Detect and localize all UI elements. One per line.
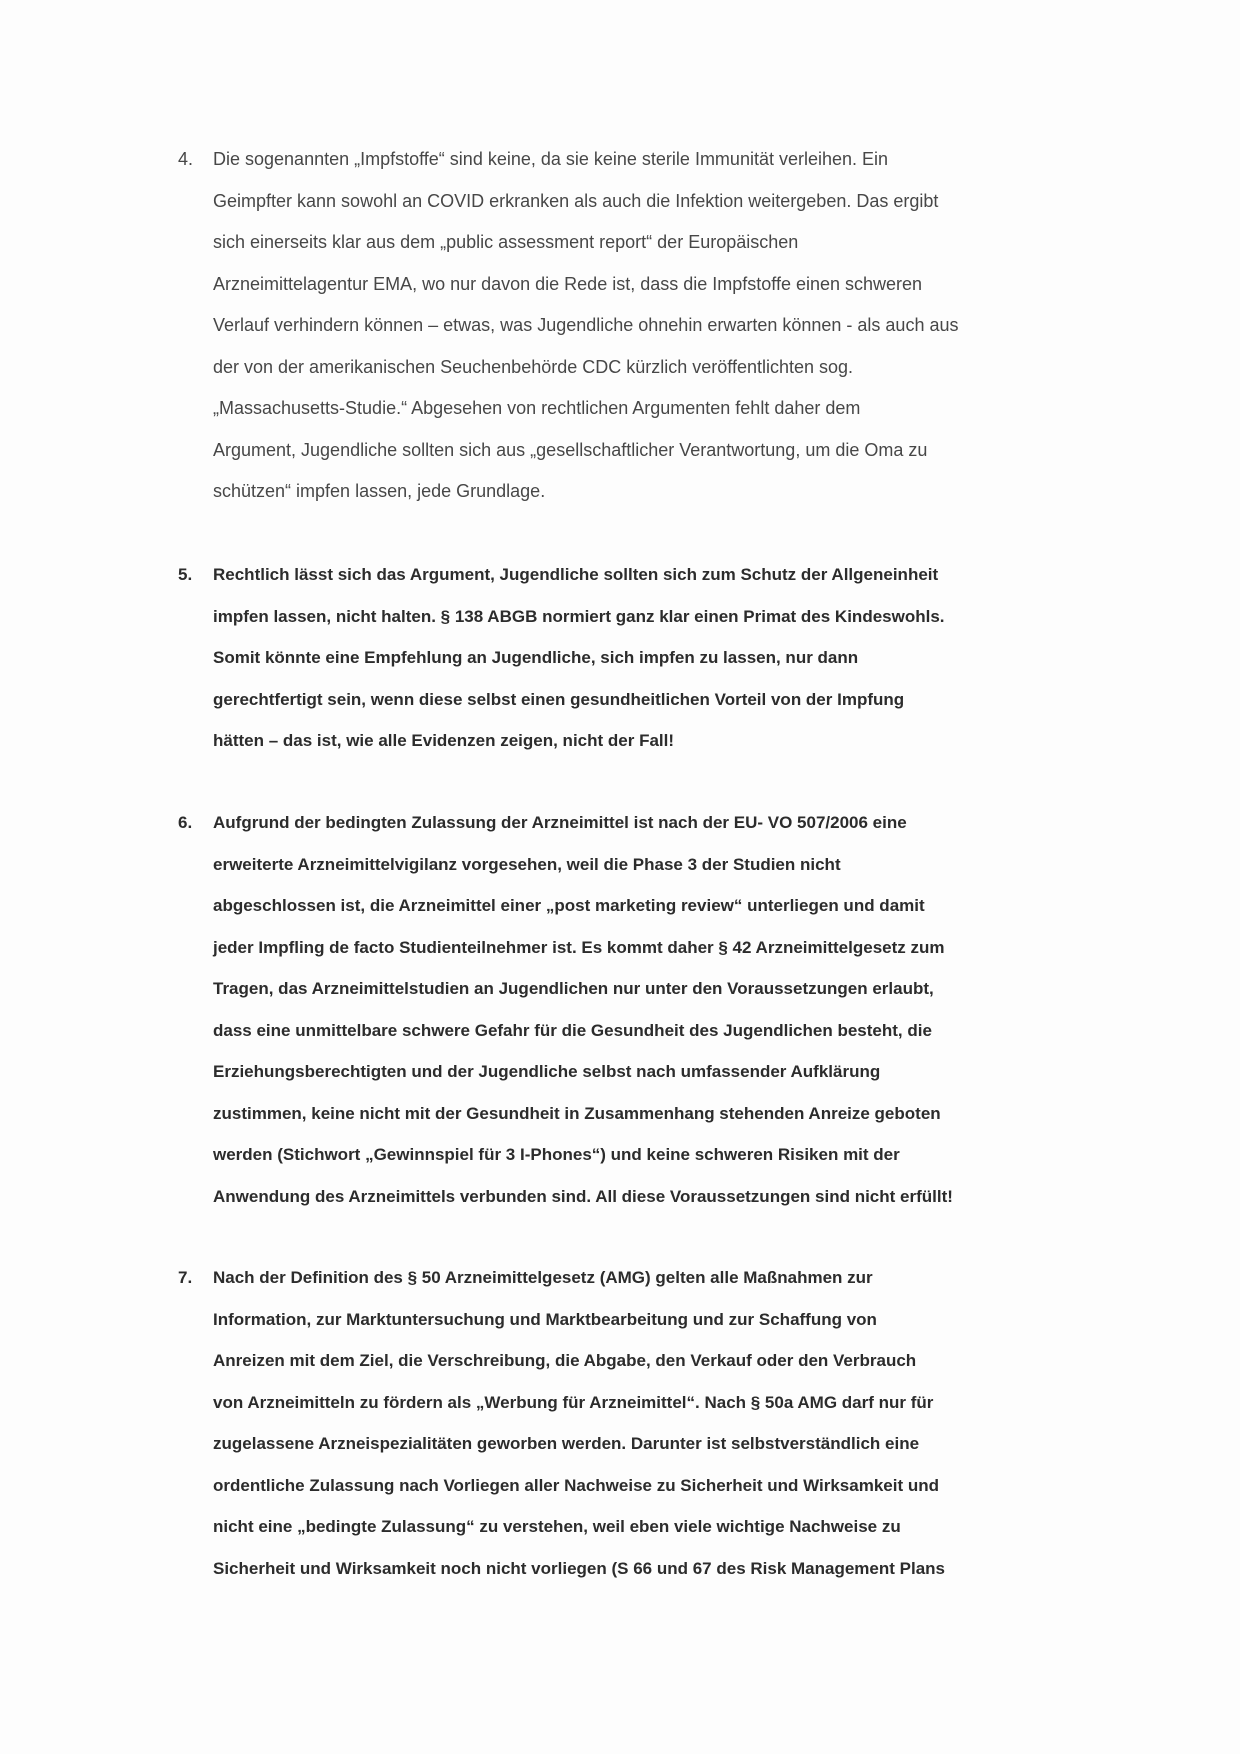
list-item-5 [178, 554, 1108, 762]
text-line: Information, zur Marktuntersuchung und Marktbearbeitung und zur Schaffung von [213, 1309, 877, 1329]
list-item-number: 6. [178, 813, 193, 832]
text-line: Somit könnte eine Empfehlung an Jugendliche, sich impfen zu lassen, nur dann [213, 648, 859, 667]
text-line: sich einerseits klar aus dem „public assessment report“ der Europäischen [213, 232, 799, 252]
text-line: werden (Stichwort „Gewinnspiel für 3 I-Phones“) und keine schweren Risiken mit der [213, 1145, 900, 1164]
text-line: Anreizen mit dem Ziel, die Verschreibung, die Abgabe, den Verkauf oder den Verbrauch [213, 1351, 917, 1370]
list-item-number: 5. [178, 565, 193, 584]
text-line: hätten – das ist, wie alle Evidenzen zeigen, nicht der Fall! [213, 731, 675, 750]
text-line: Aufgrund der bedingten Zulassung der Arzneimittel ist nach der EU- VO 507/2006 eine [213, 813, 907, 832]
text-line: zugelassene Arzneispezialitäten geworben werden. Darunter ist selbstverständlich eine [213, 1434, 920, 1453]
text-line: Anwendung des Arzneimittels verbunden sind. All diese Voraussetzungen sind nicht erfüllt! [213, 1186, 953, 1206]
text-line: Verlauf verhindern können – etwas, was Jugendliche ohnehin erwarten können - als auch aus [213, 315, 959, 335]
text-line: zustimmen, keine nicht mit der Gesundheit in Zusammenhang stehenden Anreize geboten [213, 1103, 941, 1123]
text-line: ordentliche Zulassung nach Vorliegen aller Nachweise zu Sicherheit und Wirksamkeit und [213, 1475, 939, 1495]
text-line: Erziehungsberechtigten und der Jugendliche selbst nach umfassender Aufklärung [213, 1062, 881, 1081]
text-line: Geimpfter kann sowohl an COVID erkranken als auch die Infektion weitergeben. Das ergibt [213, 190, 939, 211]
list-item-number: 7. [178, 1268, 193, 1287]
text-line: Sicherheit und Wirksamkeit noch nicht vorliegen (S 66 und 67 des Risk Management Plans [213, 1558, 945, 1578]
list-item-4 [178, 139, 1108, 513]
text-line: von Arzneimitteln zu fördern als „Werbung für Arzneimittel“. Nach § 50a AMG darf nur für [213, 1392, 934, 1412]
text-line: Argument, Jugendliche sollten sich aus „gesellschaftlicher Verantwortung, um die Oma zu [213, 439, 928, 460]
list-item-number: 4. [178, 149, 194, 169]
text-line: nicht eine „bedingte Zulassung“ zu verstehen, weil eben viele wichtige Nachweise zu [213, 1517, 901, 1536]
text-line: Die sogenannten „Impfstoffe“ sind keine, da sie keine sterile Immunität verleihen. Ein [213, 149, 889, 169]
text-line: dass eine unmittelbare schwere Gefahr für die Gesundheit des Jugendlichen besteht, die [213, 1020, 932, 1040]
text-line: erweiterte Arzneimittelvigilanz vorgesehen, weil die Phase 3 der Studien nicht [213, 854, 841, 874]
text-line: der von der amerikanischen Seuchenbehörde CDC kürzlich veröffentlichten sog. [213, 356, 854, 377]
text-line: Tragen, das Arzneimittelstudien an Jugendlichen nur unter den Voraussetzungen erlaubt, [213, 979, 934, 998]
text-line: Rechtlich lässt sich das Argument, Jugendliche sollten sich zum Schutz der Allgeneinheit [213, 565, 939, 584]
text-line: Arzneimittelagentur EMA, wo nur davon die Rede ist, dass die Impfstoffe einen schweren [213, 273, 923, 294]
text-line: abgeschlossen ist, die Arzneimittel einer „post marketing review“ unterliegen und damit [213, 896, 925, 915]
text-line: gerechtfertigt sein, wenn diese selbst einen gesundheitlichen Vorteil von der Impfung [213, 689, 905, 709]
text-line: jeder Impfling de facto Studienteilnehmer ist. Es kommt daher § 42 Arzneimittelgesetz zum [213, 937, 945, 957]
text-line: „Massachusetts-Studie.“ Abgesehen von rechtlichen Argumenten fehlt daher dem [213, 398, 861, 418]
text-line: schützen“ impfen lassen, jede Grundlage. [213, 481, 546, 501]
list-item-7 [178, 1257, 1108, 1589]
text-line: impfen lassen, nicht halten. § 138 ABGB normiert ganz klar einen Primat des Kindeswohls. [213, 606, 945, 626]
list-item-6 [178, 802, 1108, 1217]
text-line: Nach der Definition des § 50 Arzneimittelgesetz (AMG) gelten alle Maßnahmen zur [213, 1268, 873, 1287]
